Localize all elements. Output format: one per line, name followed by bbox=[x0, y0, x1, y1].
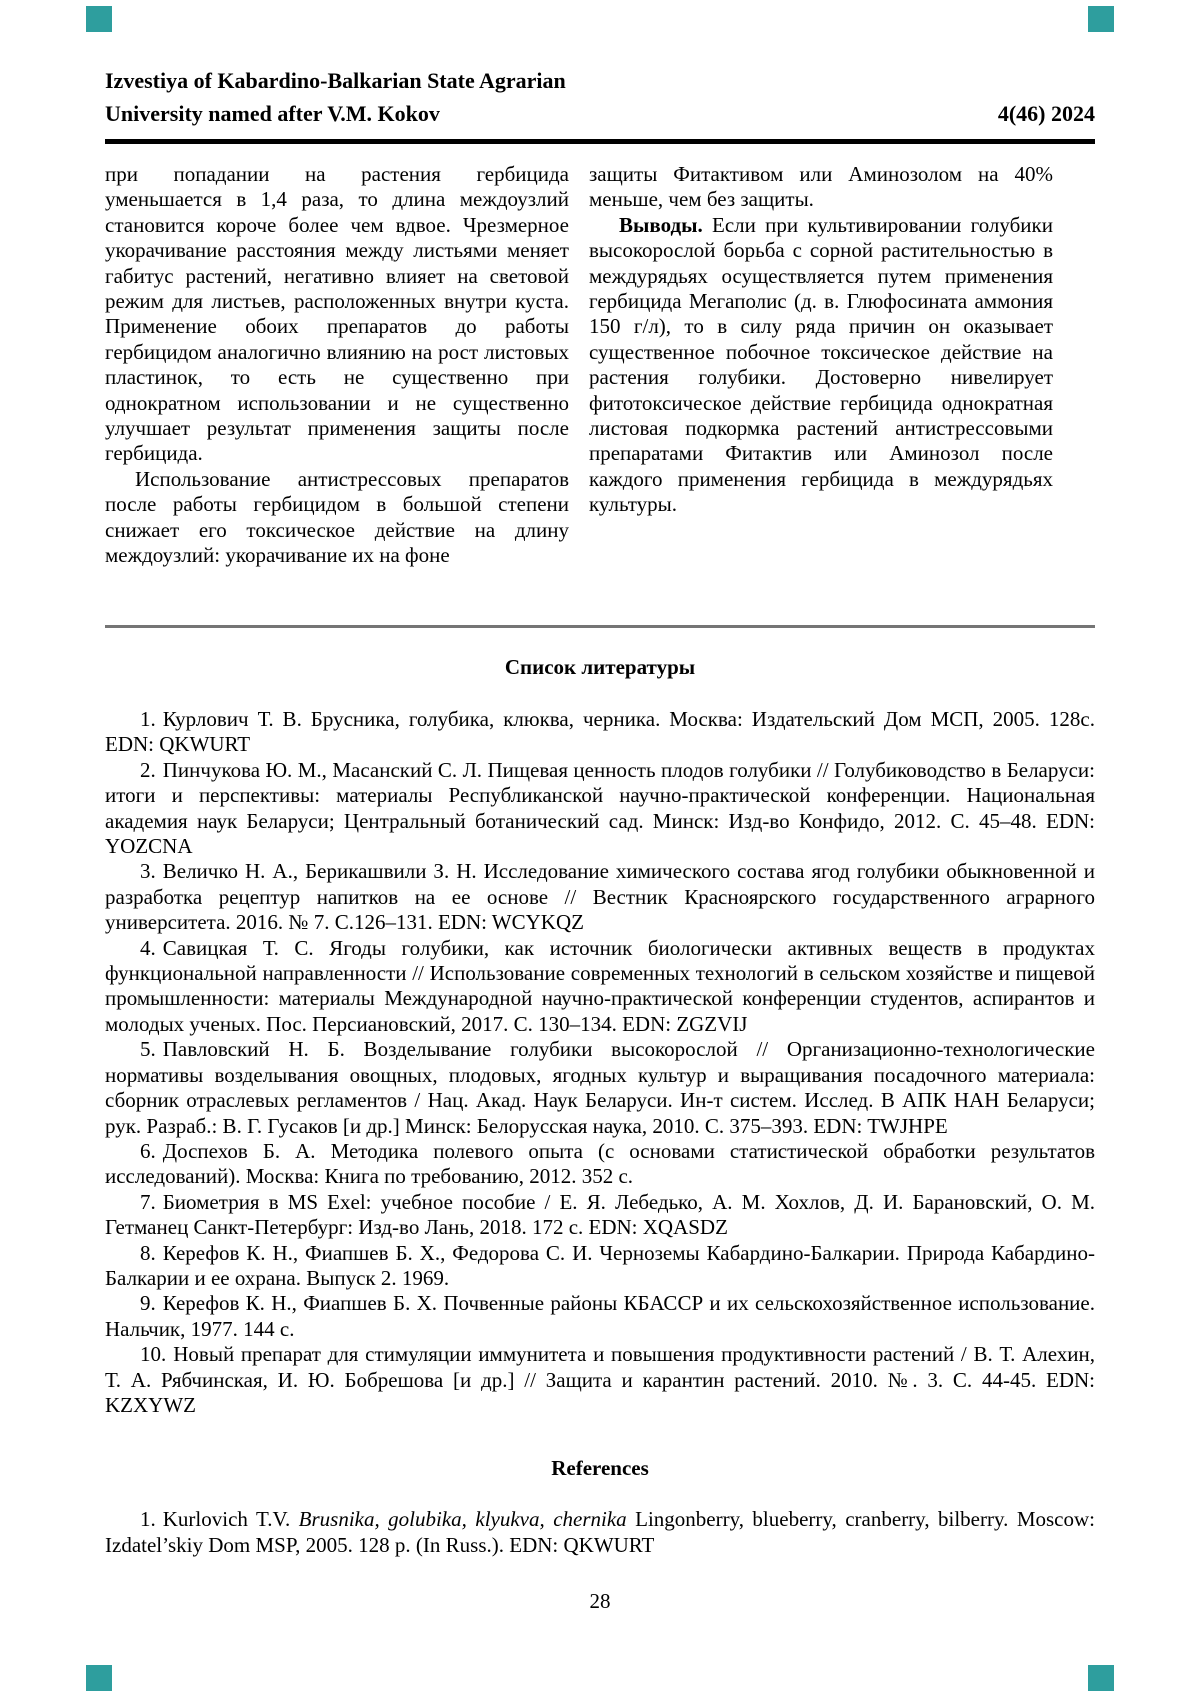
reference-text: Керефов К. Н., Фиапшев Б. Х., Федорова С. И. Черноземы Кабардино-Балкарии. Природа Кабардино-Балкарии и ее охрана. Выпуск 2. 1969. bbox=[105, 1240, 1095, 1290]
reference-text: Lingonberry, blueberry, cranberry, bilberry. Moscow: Izdatel’skiy Dom MSP, 2005. 128 p. (In Russ.). EDN: QKWURT bbox=[105, 1507, 1095, 1557]
reference-text: Пинчукова Ю. М., Масанский С. Л. Пищевая ценность плодов голубики // Голубиководство в Беларуси: итоги и перспективы: материалы Республиканской научно-практической конференции. Национальная академия наук Беларуси; Центральный ботанический сад. Минск: Изд-во Конфидо, 2012. С. 45–48. EDN: YOZCNA bbox=[105, 757, 1095, 859]
references-en-list bbox=[105, 1507, 1095, 1558]
references-en-heading: References bbox=[551, 1456, 649, 1481]
reference-item bbox=[105, 1342, 1095, 1418]
divider-rule bbox=[105, 625, 1095, 628]
conclusions-text: Если при культивировании голубики высокорослой борьба с сорной растительностью в междурядьях осуществляется путем применения гербицида Мегаполис (д. в. Глюфосината аммония 150 г/л), то в силу ряда причин он оказывает существенное побочное токсическое действие на растения голубики. Достоверно нивелирует фитотоксическое действие гербицида однократная листовая подкормка растений антистрессовыми препаратами Фитактив или Аминозол после каждого применения гербицида в междурядьях культуры. bbox=[589, 212, 1053, 517]
article-body bbox=[105, 162, 1095, 625]
reference-title-italic: Brusnika, golubika, klyukva, chernika bbox=[298, 1507, 627, 1532]
reference-text: Доспехов Б. А. Методика полевого опыта (с основами статистической обработки результатов исследований). Москва: Книга по требованию, 2012. 352 с. bbox=[105, 1138, 1095, 1189]
reference-item bbox=[105, 859, 1095, 935]
reference-authors: Kurlovich T.V. bbox=[162, 1507, 299, 1532]
reference-text: Новый препарат для стимуляции иммунитета и повышения продуктивности растений / В. Т. Алехин, Т. А. Рябчинская, И. Ю. Бобрешова [и др.] // Защита и карантин растений. 2010. №. 3. С. 44-45. EDN: KZXYWZ bbox=[105, 1342, 1095, 1417]
reference-number: 8. bbox=[140, 1240, 156, 1265]
paragraph: Использование антистрессовых препаратов после работы гербицидом в большой степени снижает его токсическое действие на длину междоузлий: укорачивание их на фоне bbox=[105, 466, 569, 568]
corner-marker bbox=[86, 1665, 112, 1691]
reference-text: Величко Н. А., Берикашвили З. Н. Исследование химического состава ягод голубики обыкновенной и разработка рецептур напитков на ее основе // Вестник Красноярского государственного аграрного университета. 2016. № 7. С.126–131. EDN: WCYKQZ bbox=[105, 859, 1095, 935]
corner-marker bbox=[86, 6, 112, 32]
reference-text: Керефов К. Н., Фиапшев Б. Х. Почвенные районы КБАССР и их сельскохозяйственное использование. Нальчик, 1977. 144 с. bbox=[105, 1291, 1095, 1341]
conclusions-label: Выводы. bbox=[619, 212, 703, 237]
paragraph: при попадании на растения гербицида уменьшается в 1,4 раза, то длина междоузлий становится короче более чем вдвое. Чрезмерное укорачивание расстояния между листьями меняет габитус растений, негативно влияет на световой режим для листьев, расположенных внутри куста. Применение обоих препаратов до работы гербицидом аналогично влиянию на рост листовых пластинок, то есть не существенно при однократном использовании и не существенно улучшает результат применения защиты после гербицида. bbox=[105, 162, 569, 466]
references-ru-heading: Список литературы bbox=[504, 655, 696, 679]
corner-marker bbox=[1088, 6, 1114, 32]
reference-item bbox=[105, 1037, 1095, 1139]
page-header bbox=[105, 64, 1095, 130]
issue-number: 4(46) 2024 bbox=[997, 101, 1095, 126]
reference-text: Биометрия в MS Exel: учебное пособие / Е. Я. Лебедько, А. М. Хохлов, Д. И. Барановский, О. М. Гетманец Санкт-Петербург: Изд-во Лань, 2018. 172 с. EDN: XQASDZ bbox=[105, 1189, 1095, 1240]
reference-item bbox=[105, 707, 1095, 758]
header-rule bbox=[105, 139, 1095, 144]
reference-number: 1. bbox=[140, 707, 156, 731]
page-number: 28 bbox=[589, 1589, 611, 1613]
reference-number: 3. bbox=[140, 859, 156, 884]
paragraph: защиты Фитактивом или Аминозолом на 40% меньше, чем без защиты. bbox=[589, 162, 1053, 212]
reference-number: 4. bbox=[140, 935, 156, 960]
article-right-column bbox=[589, 162, 1053, 625]
reference-text: Павловский Н. Б. Возделывание голубики высокорослой // Организационно-технологические нормативы возделывания овощных, плодовых, ягодных культур и выращивания посадочного материала: сборник отраслевых регламентов / Нац. Акад. Наук Беларуси. Ин-т систем. Исслед. В АПК НАН Беларуси; рук. Разраб.: В. Г. Гусаков [и др.] Минск: Белорусская наука, 2010. С. 375–393. EDN: TWJHPE bbox=[105, 1037, 1095, 1138]
reference-item bbox=[105, 1241, 1095, 1292]
conclusions-paragraph bbox=[589, 213, 1053, 518]
reference-number: 5. bbox=[140, 1037, 156, 1062]
journal-title bbox=[105, 64, 566, 130]
reference-number: 7. bbox=[140, 1189, 156, 1214]
reference-item-en bbox=[105, 1507, 1095, 1558]
reference-number: 6. bbox=[140, 1138, 156, 1163]
reference-number: 2. bbox=[140, 757, 156, 782]
reference-item bbox=[105, 1291, 1095, 1342]
corner-marker bbox=[1088, 1665, 1114, 1691]
reference-text: Курлович Т. В. Брусника, голубика, клюква, черника. Москва: Издательский Дом МСП, 2005. 128с. EDN: QKWURT bbox=[105, 707, 1095, 757]
references-ru-list bbox=[105, 707, 1095, 1418]
reference-number: 10. bbox=[140, 1342, 167, 1367]
reference-number: 1. bbox=[140, 1507, 156, 1532]
journal-title-line2: University named after V.M. Kokov bbox=[105, 101, 440, 126]
article-left-column bbox=[105, 162, 569, 625]
journal-title-line1: Izvestiya of Kabardino-Balkarian State Agrarian bbox=[105, 68, 566, 93]
reference-number: 9. bbox=[140, 1291, 156, 1316]
reference-item bbox=[105, 758, 1095, 860]
reference-item bbox=[105, 1190, 1095, 1241]
reference-item bbox=[105, 936, 1095, 1038]
reference-text: Савицкая Т. С. Ягоды голубики, как источник биологически активных веществ в продуктах функциональной направленности // Использование современных технологий в сельском хозяйстве и пищевой промышленности: материалы Международной научно-практической конференции студентов, аспирантов и молодых ученых. Пос. Персиановский, 2017. С. 130–134. EDN: ZGZVIJ bbox=[105, 935, 1095, 1036]
reference-item bbox=[105, 1139, 1095, 1190]
